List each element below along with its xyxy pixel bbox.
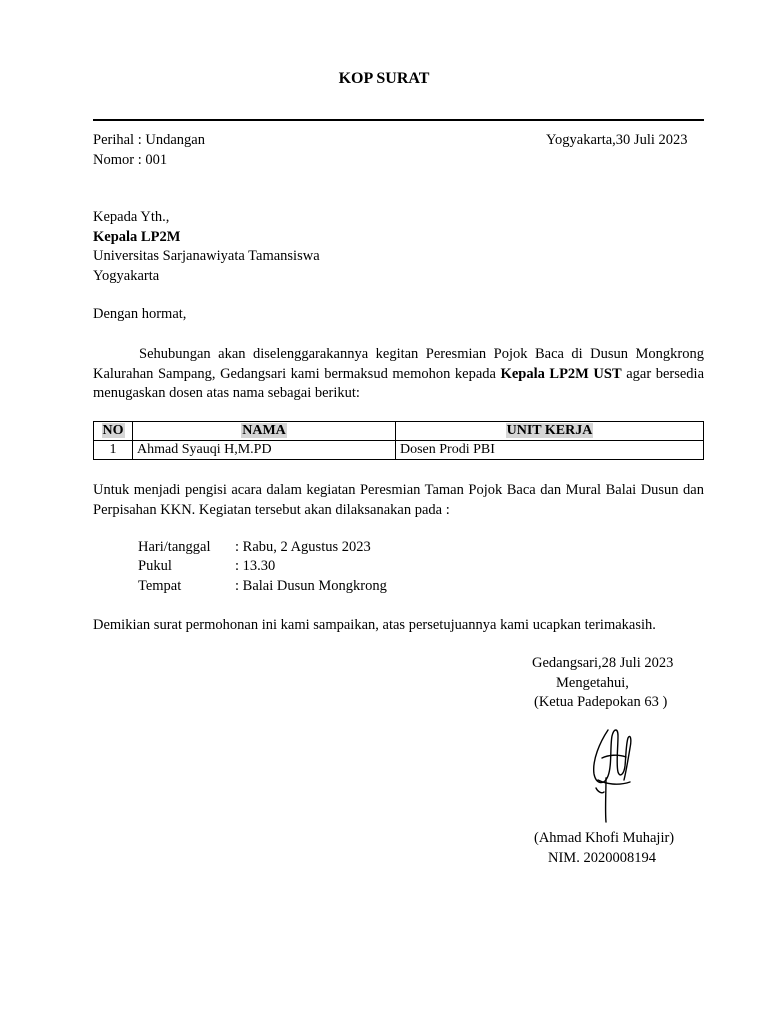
number-line: Nomor : 001 (93, 152, 168, 168)
schedule-label-time: Pukul (138, 558, 172, 574)
place-date: Yogyakarta,30 Juli 2023 (546, 132, 688, 148)
table-row (94, 441, 704, 460)
staff-table (93, 421, 704, 460)
greeting: Dengan hormat, (93, 306, 187, 322)
recipient-title: Kepala LP2M (93, 229, 181, 245)
schedule-label-place: Tempat (138, 578, 182, 594)
schedule-value-place: : Balai Dusun Mongkrong (235, 578, 387, 594)
signer-name: (Ahmad Khofi Muhajir) (534, 830, 675, 846)
table-cell-no: 1 (94, 441, 133, 460)
letter-title: KOP SURAT (338, 70, 430, 87)
table-header-unit: UNIT KERJA (396, 422, 704, 441)
intro-paragraph (93, 345, 704, 404)
signature-place-date: Gedangsari,28 Juli 2023 (532, 655, 674, 671)
subject-line: Perihal : Undangan (93, 132, 205, 148)
closing-paragraph: Demikian surat permohonan ini kami sampaikan, atas persetujuannya kami ucapkan terimakasih. (93, 617, 656, 633)
table-cell-nama: Ahmad Syauqi H,M.PD (133, 441, 396, 460)
table-cell-unit: Dosen Prodi PBI (396, 441, 704, 460)
table-header-row (94, 422, 704, 441)
signer-nim: NIM. 2020008194 (548, 850, 656, 866)
handwritten-signature (588, 722, 634, 826)
intro-text-b: agar bersedia menugaskan dosen atas nama sebagai berikut: (93, 365, 705, 401)
intro-text-bold: Kepala LP2M UST (500, 365, 622, 382)
recipient-city: Yogyakarta (93, 268, 160, 284)
schedule-value-day: : Rabu, 2 Agustus 2023 (235, 539, 371, 555)
recipient-salutation: Kepada Yth., (93, 209, 170, 225)
signature-role: (Ketua Padepokan 63 ) (534, 694, 668, 710)
recipient-institution: Universitas Sarjanawiyata Tamansiswa (93, 248, 320, 264)
header-rule (93, 119, 704, 121)
schedule-value-time: : 13.30 (235, 558, 276, 574)
table-header-nama: NAMA (133, 422, 396, 441)
intro-text-a: Sehubungan akan diselenggarakannya kegitan Peresmian Pojok Baca di Dusun Mongkrong Kalurahan Sampang, Gedangsari kami bermaksud memohon kepada (93, 346, 704, 382)
event-paragraph: Untuk menjadi pengisi acara dalam kegiatan Peresmian Taman Pojok Baca dan Mural Balai Dusun dan Perpisahan KKN. Kegiatan tersebut akan dilaksanakan pada : (93, 482, 704, 518)
signature-ack: Mengetahui, (556, 675, 629, 691)
table-header-no: NO (94, 422, 133, 441)
schedule-label-day: Hari/tanggal (138, 539, 211, 555)
